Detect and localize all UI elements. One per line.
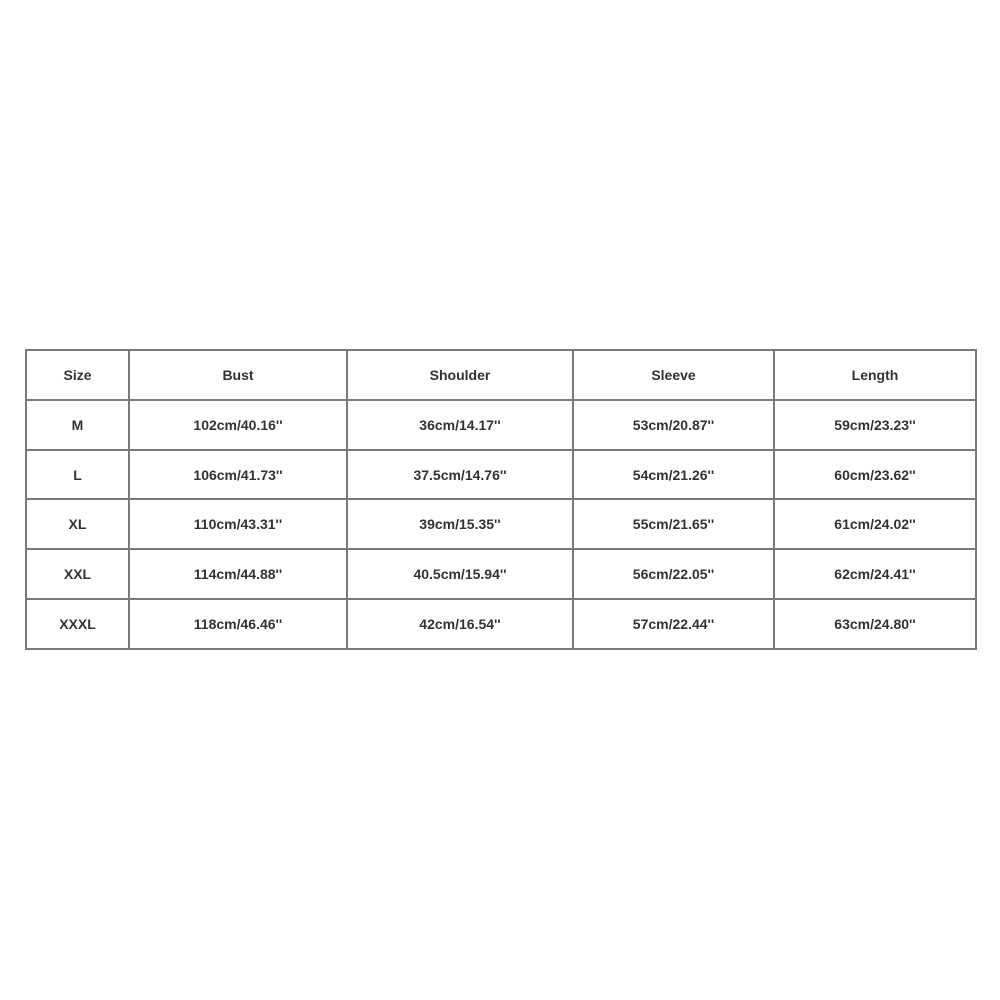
cell-sleeve: 54cm/21.26'': [573, 450, 774, 500]
cell-length: 61cm/24.02'': [774, 499, 976, 549]
cell-sleeve: 57cm/22.44'': [573, 599, 774, 649]
cell-size: XXXL: [26, 599, 129, 649]
cell-shoulder: 39cm/15.35'': [347, 499, 573, 549]
table-row: [26, 400, 976, 450]
cell-shoulder: 42cm/16.54'': [347, 599, 573, 649]
table-row: [26, 549, 976, 599]
cell-sleeve: 56cm/22.05'': [573, 549, 774, 599]
table-header-row: [26, 350, 976, 400]
cell-shoulder: 37.5cm/14.76'': [347, 450, 573, 500]
cell-size: M: [26, 400, 129, 450]
cell-shoulder: 40.5cm/15.94'': [347, 549, 573, 599]
size-chart-table: [25, 349, 977, 650]
cell-bust: 114cm/44.88'': [129, 549, 347, 599]
table-row: [26, 450, 976, 500]
cell-size: L: [26, 450, 129, 500]
cell-size: XL: [26, 499, 129, 549]
cell-length: 59cm/23.23'': [774, 400, 976, 450]
cell-length: 60cm/23.62'': [774, 450, 976, 500]
cell-sleeve: 55cm/21.65'': [573, 499, 774, 549]
header-length: Length: [774, 350, 976, 400]
header-shoulder: Shoulder: [347, 350, 573, 400]
header-sleeve: Sleeve: [573, 350, 774, 400]
cell-length: 63cm/24.80'': [774, 599, 976, 649]
cell-bust: 118cm/46.46'': [129, 599, 347, 649]
cell-shoulder: 36cm/14.17'': [347, 400, 573, 450]
cell-bust: 102cm/40.16'': [129, 400, 347, 450]
cell-size: XXL: [26, 549, 129, 599]
header-size: Size: [26, 350, 129, 400]
table-row: [26, 599, 976, 649]
cell-sleeve: 53cm/20.87'': [573, 400, 774, 450]
cell-bust: 110cm/43.31'': [129, 499, 347, 549]
header-bust: Bust: [129, 350, 347, 400]
cell-bust: 106cm/41.73'': [129, 450, 347, 500]
cell-length: 62cm/24.41'': [774, 549, 976, 599]
table-row: [26, 499, 976, 549]
